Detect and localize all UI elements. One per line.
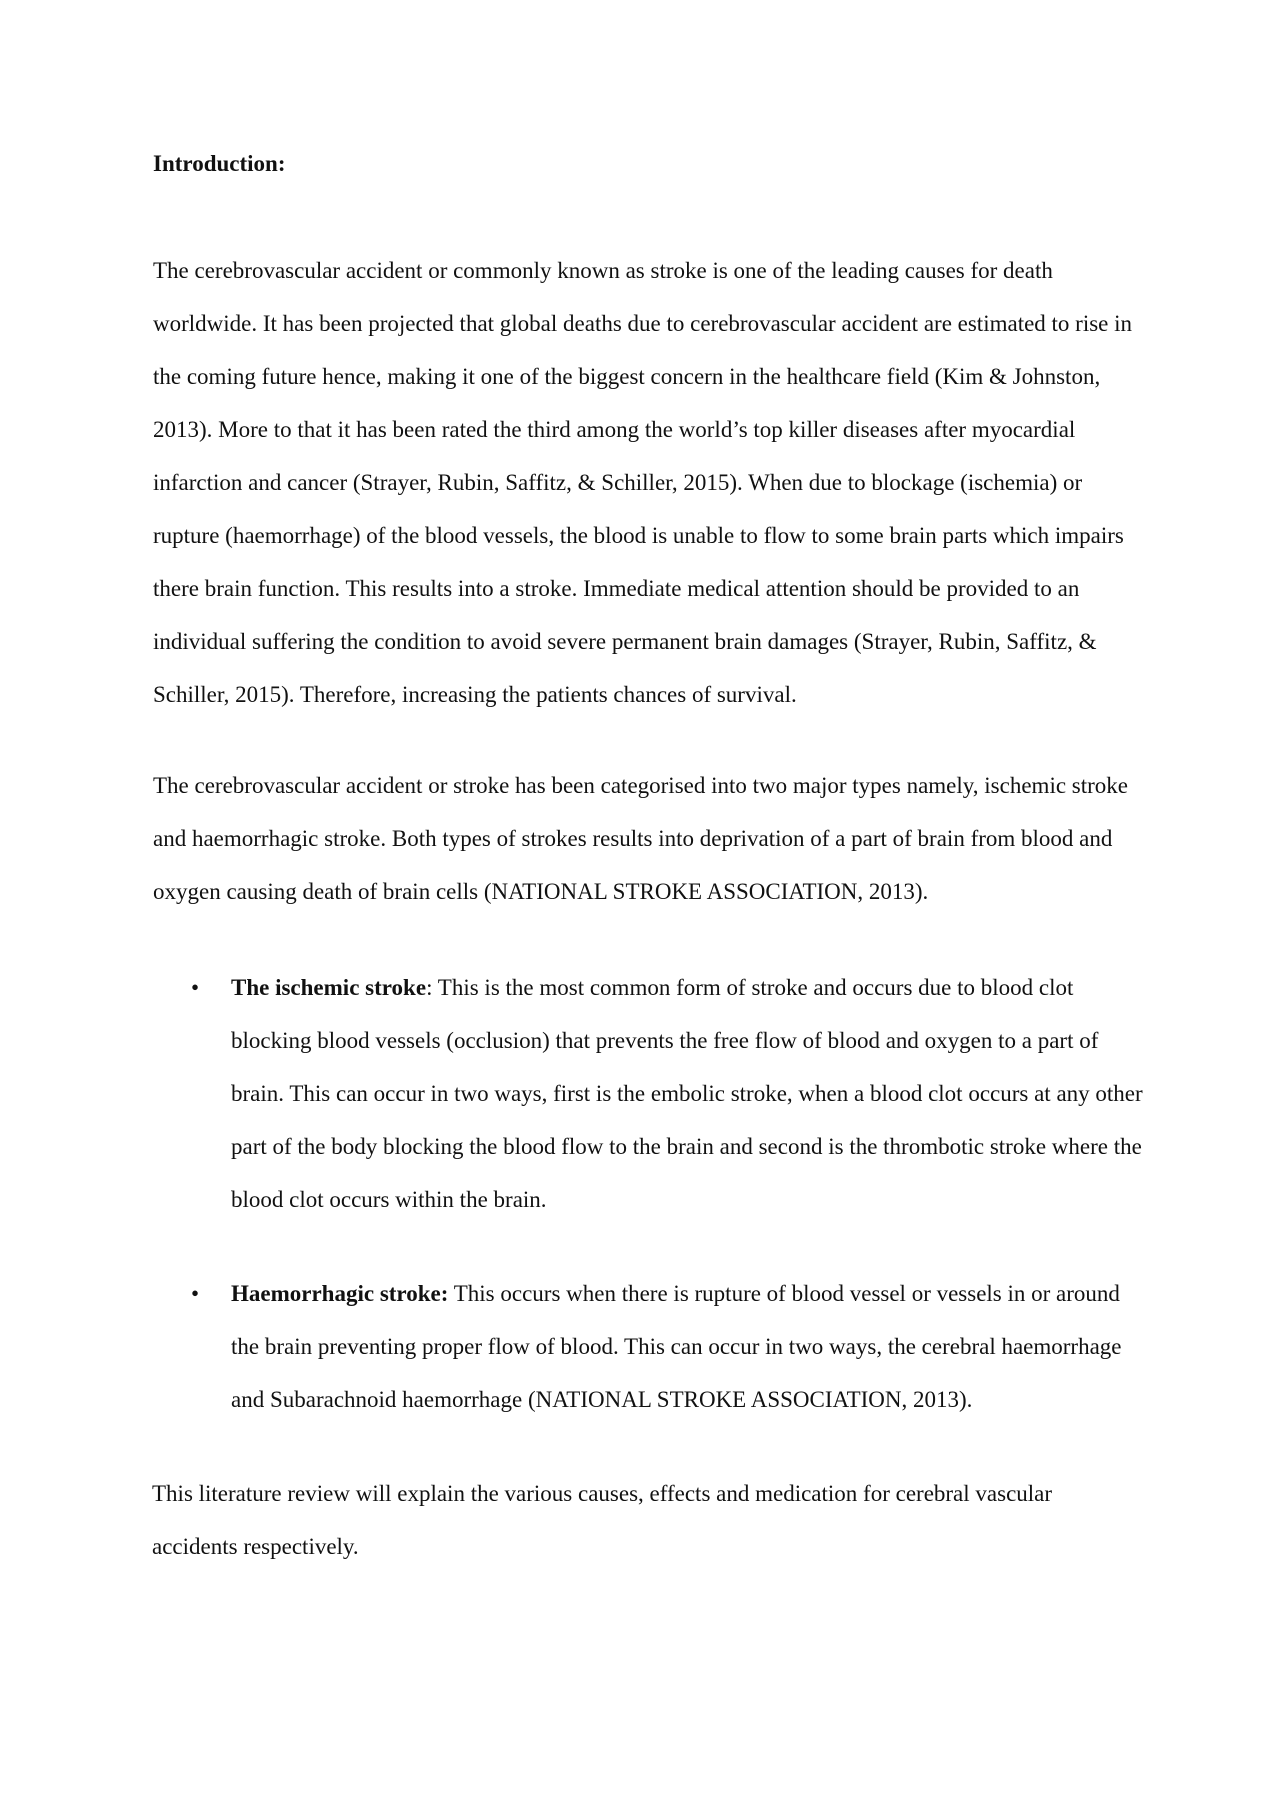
bullet-glyph: • <box>191 975 200 1000</box>
bullet-term: Haemorrhagic stroke: <box>231 1281 449 1306</box>
bullet-item-haemorrhagic <box>191 1267 1151 1426</box>
bullet-glyph: • <box>191 1281 200 1306</box>
stroke-types-paragraph: The cerebrovascular accident or stroke has been categorised into two major types namely, ischemic stroke and haemorrhagic stroke. Both types of strokes results into deprivation of a part of brain from blood and oxygen causing death of brain cells (NATIONAL STROKE ASSOCIATION, 2013). <box>153 773 1128 904</box>
bullet-text <box>231 961 1151 1226</box>
bullet-term: The ischemic stroke <box>231 975 427 1000</box>
bullet-body: This is the most common form of stroke and occurs due to blood clot blocking blood vessels (occlusion) that prevents the free flow of blood and oxygen to a part of brain. This can occur in two ways, first is the embolic stroke, when a blood clot occurs at any other part of the body blocking the blood flow to the brain and second is the thrombotic stroke where the blood clot occurs within the brain. <box>231 975 1143 1212</box>
bullet-item-ischemic <box>191 961 1151 1226</box>
section-heading: Introduction: <box>153 151 286 176</box>
intro-paragraph: The cerebrovascular accident or commonly known as stroke is one of the leading causes for death worldwide. It has been projected that global deaths due to cerebrovascular accident are estimated to rise in the coming future hence, making it one of the biggest concern in the healthcare field (Kim & Johnston, 2013). More to that it has been rated the third among the world’s top killer diseases after myocardial infarction and cancer (Strayer, Rubin, Saffitz, & Schiller, 2015). When due to blockage (ischemia) or rupture (haemorrhage) of the blood vessels, the blood is unable to flow to some brain parts which impairs there brain function. This results into a stroke. Immediate medical attention should be provided to an individual suffering the condition to avoid severe permanent brain damages (Strayer, Rubin, Saffitz, & Schiller, 2015). Therefore, increasing the patients chances of survival. <box>153 258 1133 707</box>
bullet-text <box>231 1267 1151 1426</box>
closing-paragraph: This literature review will explain the various causes, effects and medication for cerebral vascular accidents respectively. <box>152 1481 1053 1559</box>
bullet-separator: : <box>426 975 433 1000</box>
bullet-body: This occurs when there is rupture of blood vessel or vessels in or around the brain preventing proper flow of blood. This can occur in two ways, the cerebral haemorrhage and Subarachnoid haemorrhage (NATIONAL STROKE ASSOCIATION, 2013). <box>231 1281 1122 1412</box>
